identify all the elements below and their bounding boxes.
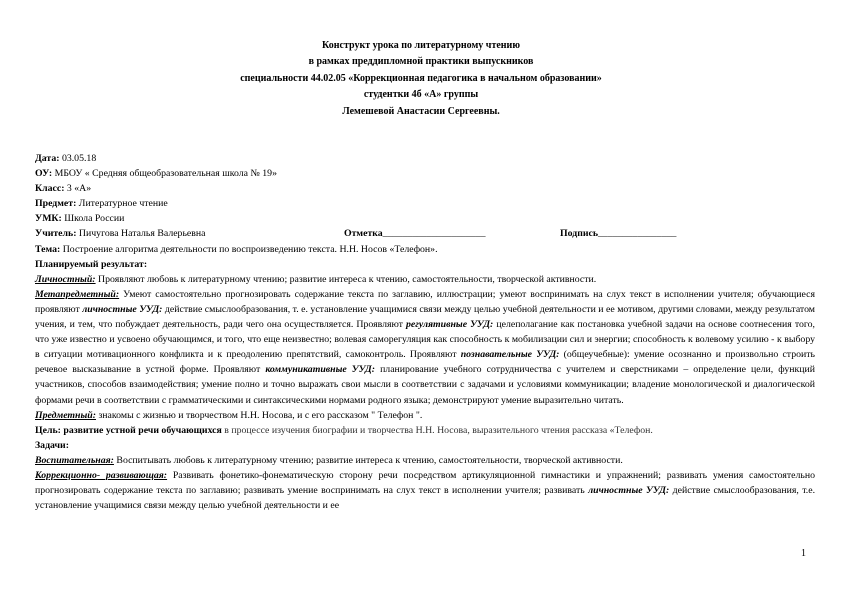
personal-result-label: Личностный:: [35, 273, 96, 285]
mark-cell: [344, 226, 486, 241]
goal-text-bold: развитие устной речи обучающихся: [63, 424, 222, 436]
meta-communicative-uud: коммуникативные УУД:: [265, 364, 375, 376]
header-group: студентки 4б «А» группы: [363, 89, 479, 101]
signature-label: Подпись: [560, 228, 599, 240]
meta-result-text-5: планирование учебного сотрудничества с учителем и сверстниками – определение цели, функций участников, способов взаимодействия; умение полно и точно выражать свои мысли в соответствии с задачами и условиями коммуникации; владение монологической и диалогической формами речи в соответствии с грамматическими и синтаксическими нормами родного языка; демонстрируют умение выразительно читать.: [35, 364, 815, 406]
class-row: [35, 181, 815, 196]
umk-row: [35, 211, 815, 226]
topic-value: Построение алгоритма деятельности по воспроизведению текста. Н.Н. Носов «Телефон».: [62, 243, 438, 255]
tasks-heading: Задачи:: [35, 439, 69, 451]
correctional-personal-uud: личностные УУД:: [588, 485, 670, 497]
header-title: Конструкт урока по литературному чтению: [322, 40, 520, 51]
correctional-task-label: Коррекционно- развивающая:: [35, 469, 168, 481]
meta-result-text-2: действие смыслообразования, т. е. установление учащимися связи между целью учебной деятельности и ее мотивом, другими словами, между результатом учения, и тем, что побуждает деятельность, ради чего она осуществляется. Проявляют: [35, 303, 815, 331]
signature-blank: ________________: [598, 228, 677, 240]
correctional-task-text-2: действие смыслообразования, т.е. установление учащимися связи между целью учебной деятельности и ее: [35, 485, 816, 512]
school-label: ОУ:: [35, 168, 53, 180]
header-specialty: специальности 44.02.05 «Коррекционная педагогика в начальном образовании»: [240, 72, 602, 84]
school-value: МБОУ « Средняя общеобразовательная школа № 19»: [54, 168, 277, 180]
subject-value: Литературное чтение: [78, 198, 168, 210]
educational-task: [35, 453, 815, 468]
meta-result-label: Метапредметный:: [35, 288, 120, 300]
header-student: Лемешевой Анастасии Сергеевны.: [342, 105, 500, 117]
results-heading: Планируемый результат:: [35, 258, 148, 270]
meta-result-text-3: целеполагание как постановка учебной задачи на основе соотнесения того, что уже известно и усвоено обучающимся, и того, что еще неизвестно; волевая саморегуляция как способность к мобилизации сил и энергии; способность к волевому усилию - к выбору в ситуации мотивационного конфликта и к преодолению препятствий, самоконтроль. Проявляют: [35, 319, 816, 361]
class-value: 3 «А»: [66, 183, 92, 195]
date-row: [35, 151, 815, 166]
document-body: [35, 151, 815, 513]
subject-result-text: знакомы с жизнью и творчеством Н.Н. Носова, и с его рассказом " Телефон ".: [98, 409, 423, 421]
mark-blank: _____________________: [382, 228, 486, 240]
subject-row: [35, 196, 815, 211]
topic-label: Тема:: [35, 243, 61, 255]
goal-label: Цель:: [35, 424, 61, 436]
topic-row: [35, 242, 815, 257]
page-number: 1: [801, 548, 806, 559]
date-label: Дата:: [35, 153, 60, 164]
subject-result: [35, 408, 815, 423]
subject-result-label: Предметный:: [35, 409, 96, 421]
personal-result: [35, 272, 815, 287]
class-label: Класс:: [35, 183, 65, 195]
meta-result-text-1: Умеют самостоятельно прогнозировать содержание текста по заглавию, иллюстрации; умеют воспринимать на слух текст в исполнении учителя; обучающиеся проявляют: [35, 288, 815, 315]
teacher-value: Пичугова Наталья Валерьевна: [78, 228, 206, 240]
correctional-task: [35, 468, 815, 513]
document-header: [0, 38, 842, 120]
date-value: 03.05.18: [61, 153, 97, 164]
teacher-cell: [35, 226, 206, 241]
goal-row: [35, 423, 815, 438]
meta-result: [35, 287, 815, 408]
meta-personal-uud: личностные УУД:: [82, 303, 163, 315]
personal-result-text: Проявляют любовь к литературному чтению; развитие интереса к чтению, самостоятельности, творческой активности.: [98, 273, 597, 285]
umk-label: УМК:: [35, 213, 62, 225]
mark-label: Отметка: [344, 228, 383, 240]
correctional-task-text-1: Развивать фонетико-фонематическую сторону речи посредством артикуляционной гимнастики и упражнений; развивать умения самостоятельно прогнозировать содержание текста по заглавию; развивать умение воспринимать на слух текст в исполнении учителя; развивать: [35, 469, 815, 497]
educational-task-label: Воспитательная:: [35, 454, 114, 466]
educational-task-text: Воспитывать любовь к литературному чтению; развитие интереса к чтению, самостоятельности, творческой активности.: [116, 454, 623, 466]
teacher-label: Учитель:: [35, 228, 77, 240]
goal-text-grey: в процессе изучения биографии и творчества Н.Н. Носова, выразительного чтения рассказа «Телефон.: [224, 424, 653, 436]
meta-result-text-4: (общеучебные): умение осознанно и произвольно строить речевое высказывание в устной форме. Проявляют: [35, 349, 815, 376]
teacher-row: [35, 226, 815, 241]
meta-regulative-uud: регулятивные УУД:: [406, 319, 494, 331]
header-practice: в рамках преддипломной практики выпускников: [308, 56, 534, 68]
school-row: [35, 166, 815, 181]
subject-label: Предмет:: [35, 198, 77, 210]
meta-cognitive-uud: познавательные УУД:: [460, 349, 560, 361]
signature-cell: [560, 226, 676, 241]
umk-value: Школа России: [64, 213, 125, 225]
